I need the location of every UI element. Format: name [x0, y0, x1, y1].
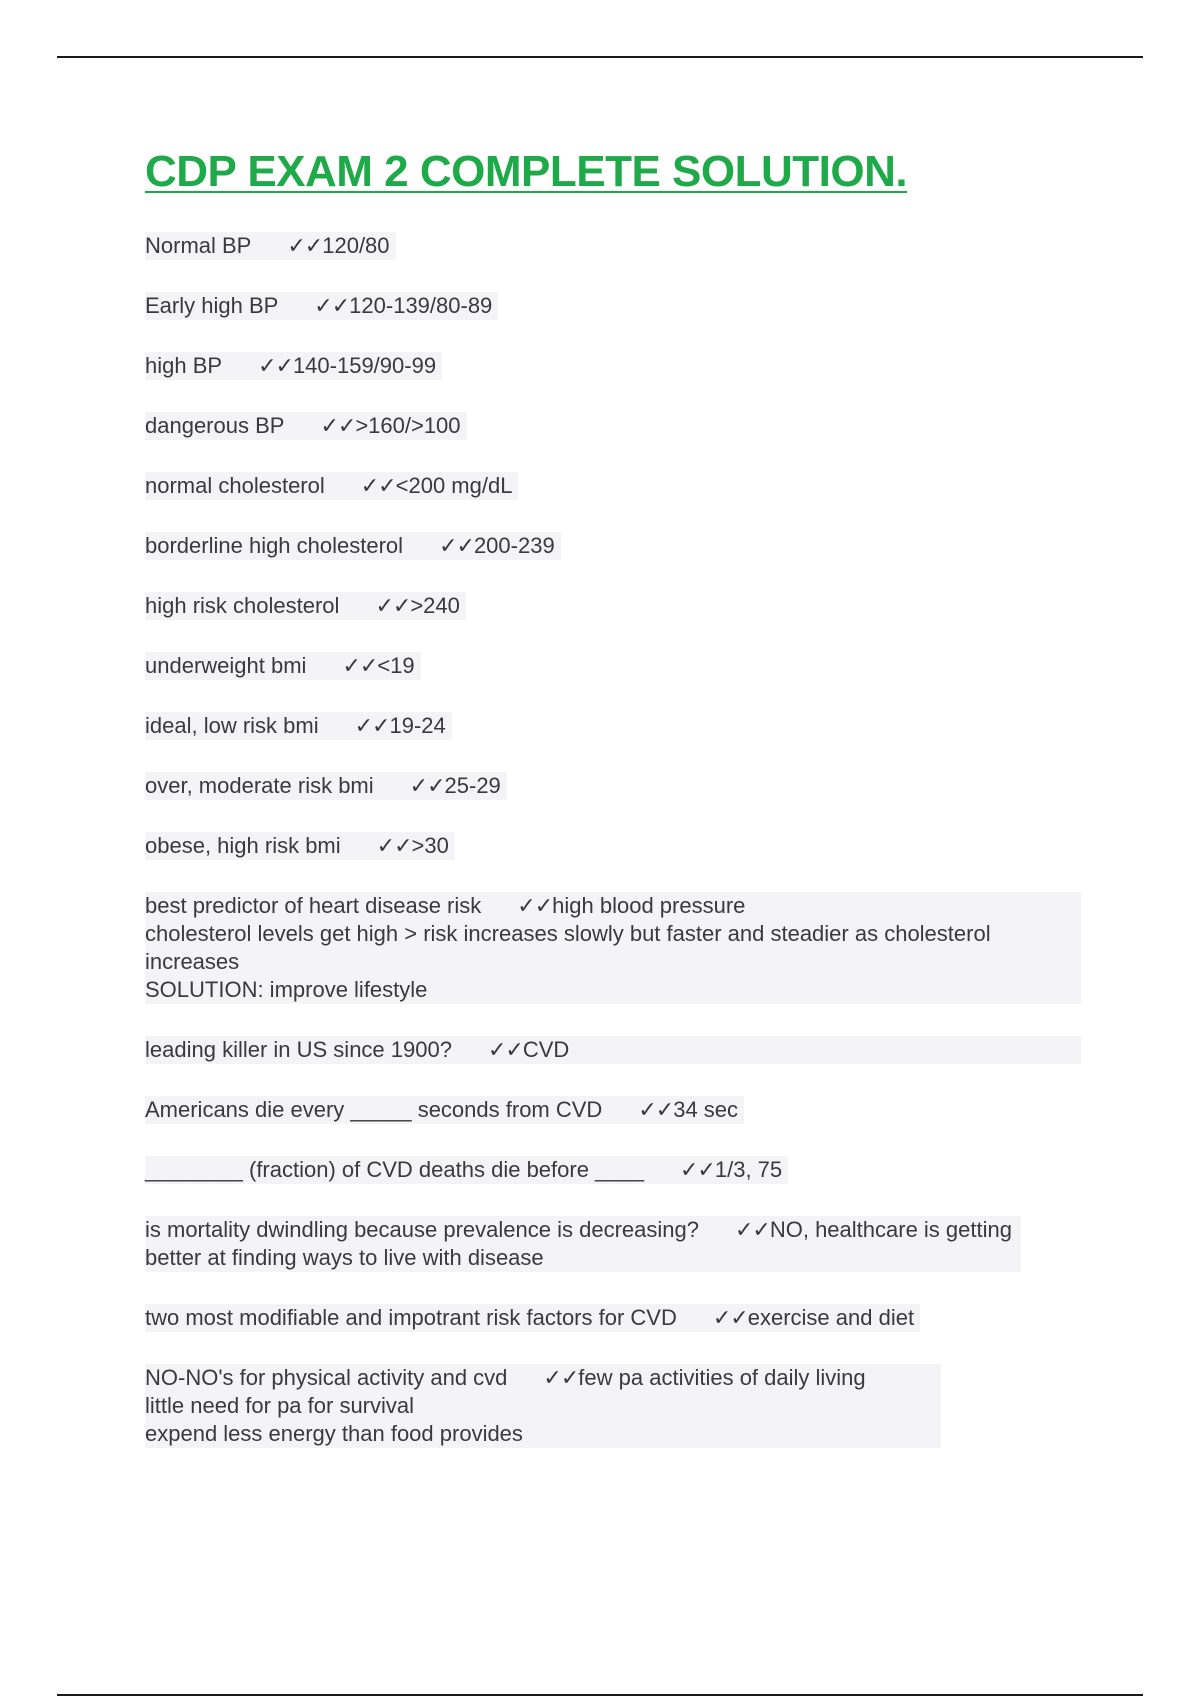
check-mark-icon: ✓✓ [734, 1217, 770, 1242]
entry-question: high risk cholesterol [145, 593, 340, 618]
flashcard-entry [145, 472, 518, 500]
check-mark-icon: ✓✓ [439, 533, 474, 558]
entry-question: Americans die every _____ seconds from CVD [145, 1097, 603, 1122]
check-mark-icon: ✓✓ [258, 353, 293, 378]
entry-answer: 120-139/80-89 [349, 293, 493, 318]
entry-answer: high blood pressure cholesterol levels get high > risk increases slowly but faster and steadier as cholesterol increases SOLUTION: improve lifestyle [145, 893, 991, 1002]
check-mark-icon: ✓✓ [320, 413, 356, 438]
entry-answer: 19-24 [389, 713, 446, 738]
flashcard-entry [145, 1096, 744, 1124]
flashcard-entry [145, 712, 452, 740]
entry-question: Normal BP [145, 233, 252, 258]
check-mark-icon: ✓✓ [354, 713, 390, 738]
flashcard-entry [145, 652, 421, 680]
check-mark-icon: ✓✓ [287, 233, 323, 258]
flashcard-entry [145, 1364, 941, 1448]
flashcard-entry [145, 292, 498, 320]
check-mark-icon: ✓✓ [638, 1097, 674, 1122]
flashcard-entry [145, 772, 507, 800]
flashcard-entry [145, 352, 442, 380]
entry-answer: >240 [410, 593, 460, 618]
entry-answer: 25-29 [444, 773, 501, 798]
entry-question: is mortality dwindling because prevalence is decreasing? [145, 1217, 699, 1242]
flashcard-entry [145, 892, 1081, 1004]
entry-question: Early high BP [145, 293, 279, 318]
entry-answer: 1/3, 75 [714, 1157, 783, 1182]
entry-answer: few pa activities of daily living little need for pa for survival expend less energy than food provides [145, 1365, 866, 1446]
flashcard-list [145, 232, 1075, 1480]
check-mark-icon: ✓✓ [487, 1037, 523, 1062]
flashcard-entry [145, 412, 467, 440]
entry-question: normal cholesterol [145, 473, 325, 498]
footer-rule [57, 1694, 1143, 1696]
entry-question: ________ (fraction) of CVD deaths die before ____ [145, 1157, 644, 1182]
check-mark-icon: ✓✓ [517, 893, 553, 918]
entry-answer: exercise and diet [747, 1305, 915, 1330]
entry-question: borderline high cholesterol [145, 533, 404, 558]
document-title: CDP EXAM 2 COMPLETE SOLUTION. [145, 147, 908, 196]
check-mark-icon: ✓✓ [342, 653, 378, 678]
entry-question: two most modifiable and impotrant risk factors for CVD [145, 1305, 677, 1330]
flashcard-entry [145, 232, 396, 260]
entry-question: ideal, low risk bmi [145, 713, 319, 738]
check-mark-icon: ✓✓ [314, 293, 350, 318]
flashcard-entry [145, 1216, 1021, 1272]
entry-question: obese, high risk bmi [145, 833, 341, 858]
entry-question: underweight bmi [145, 653, 307, 678]
flashcard-entry [145, 1036, 1081, 1064]
entry-question: high BP [145, 353, 223, 378]
header-rule [57, 56, 1143, 58]
check-mark-icon: ✓✓ [360, 473, 396, 498]
check-mark-icon: ✓✓ [375, 593, 411, 618]
entry-answer: >160/>100 [355, 413, 461, 438]
entry-question: dangerous BP [145, 413, 285, 438]
entry-question: leading killer in US since 1900? [145, 1037, 452, 1062]
flashcard-entry [145, 1304, 920, 1332]
entry-answer: <200 mg/dL [395, 473, 513, 498]
entry-answer: 34 sec [673, 1097, 739, 1122]
entry-answer: 140-159/90-99 [292, 353, 437, 378]
check-mark-icon: ✓✓ [376, 833, 412, 858]
check-mark-icon: ✓✓ [409, 773, 445, 798]
check-mark-icon: ✓✓ [712, 1305, 748, 1330]
flashcard-entry [145, 832, 455, 860]
entry-answer: 200-239 [473, 533, 555, 558]
entry-question: over, moderate risk bmi [145, 773, 374, 798]
check-mark-icon: ✓✓ [680, 1157, 715, 1182]
entry-answer: CVD [522, 1037, 570, 1062]
entry-answer: NO, healthcare is getting better at finding ways to live with disease [145, 1217, 1012, 1270]
flashcard-entry [145, 1156, 788, 1184]
entry-answer: <19 [377, 653, 415, 678]
flashcard-entry [145, 592, 466, 620]
entry-question: best predictor of heart disease risk [145, 893, 482, 918]
entry-answer: >30 [411, 833, 449, 858]
flashcard-entry [145, 532, 561, 560]
entry-answer: 120/80 [322, 233, 390, 258]
check-mark-icon: ✓✓ [543, 1365, 579, 1390]
entry-question: NO-NO's for physical activity and cvd [145, 1365, 508, 1390]
